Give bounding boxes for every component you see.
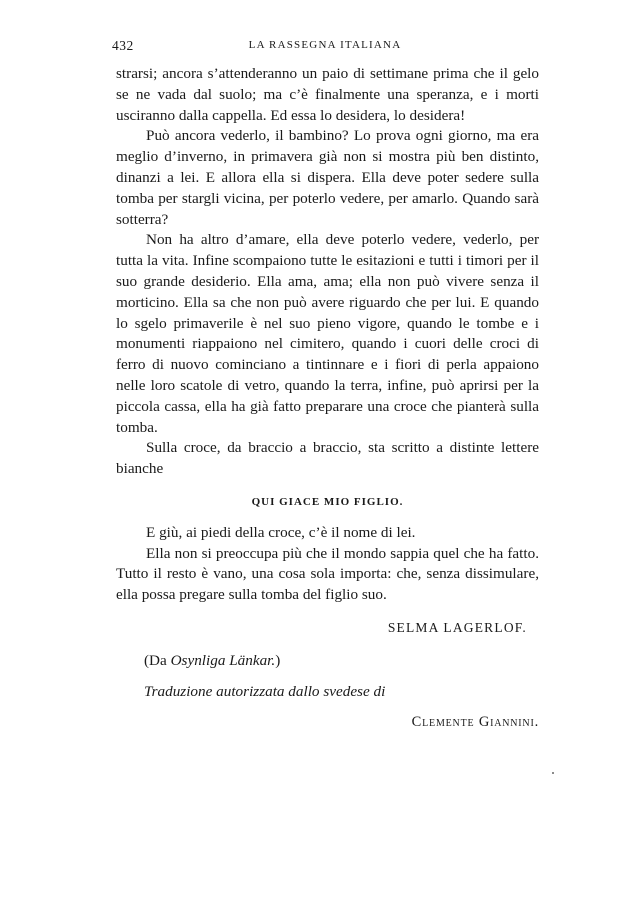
translator-name: Clemente Giannini. xyxy=(411,714,539,731)
running-title: LA RASSEGNA ITALIANA xyxy=(248,39,402,51)
scan-speck xyxy=(552,772,554,774)
paragraph: Può ancora vederlo, il bambino? Lo prova ogni giorno, ma era meglio d’inverno, in primavera già non si mostra più ben distinto, dinanzi a lei. E allora ella si dispera. Ella deve poter sedere sulla tomba per stargli vicina, per poterlo vedere, per amarlo. Quando sarà sotterra? xyxy=(116,127,539,228)
paragraph: E giù, ai piedi della croce, c’è il nome di lei. xyxy=(146,523,416,541)
article-body xyxy=(116,64,539,733)
paragraph: Non ha altro d’amare, ella deve poterlo vedere, vederlo, per tutta la vita. Infine scompaiono tutte le esitazioni e tutti i timori per il suo grande desiderio. Ella ama, ama; ella non può vivere senza il morticino. Ella sa che non può avere riguardo che per lui. E quando lo sgelo primaverile è nel suo pieno vigore, quando le tombe e i monumenti riappaiono nel cimitero, quando i cuori delle croci di ferro di nuovo cominciano a tintinnare e i fiori di perla appaiono nelle loro scatole di vetro, quando la terra, infine, può aprirsi per la piccola cassa, ella ha già fatto preparare una croce che pianterà sulla tomba. xyxy=(116,231,539,436)
author-signature: SELMA LAGERLOF. xyxy=(387,619,527,635)
source-suffix: ) xyxy=(275,651,281,669)
source-title: Osynliga Länkar. xyxy=(170,651,276,669)
source-prefix: (Da xyxy=(144,651,171,669)
epitaph: QUI GIACE MIO FIGLIO. xyxy=(251,495,404,508)
page-number: 432 xyxy=(112,38,134,53)
paragraph: Sulla croce, da braccio a braccio, sta scritto a distinte lettere bianche xyxy=(116,439,539,478)
paragraph: Ella non si preoccupa più che il mondo sappia quel che ha fatto. Tutto il resto è vano, una cosa sola importa: che, senza dissimulare, ella possa pregare sulla tomba del figlio suo. xyxy=(116,544,539,604)
translation-note: Traduzione autorizzata dallo svedese di xyxy=(144,682,386,700)
source-citation xyxy=(116,651,539,672)
paragraph-continued: strarsi; ancora s’attenderanno un paio di settimane prima che il gelo se ne vada dal suolo; ma c’è finalmente una speranza, e i morti usciranno dalla cappella. Ed essa lo desidera, lo desidera! xyxy=(116,65,539,124)
